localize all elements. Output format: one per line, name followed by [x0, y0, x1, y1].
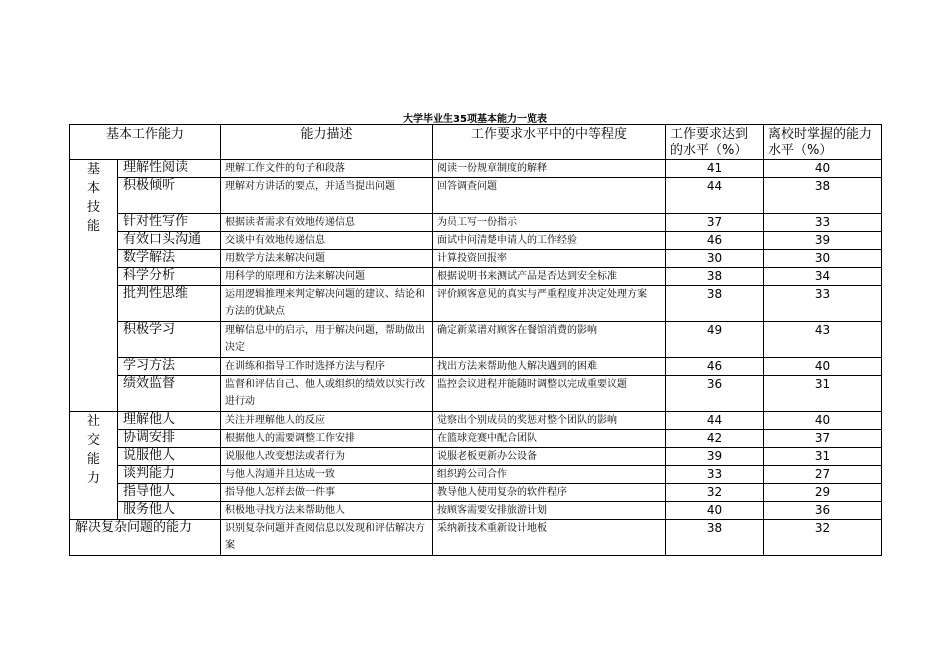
- graduate-value: 31: [764, 376, 882, 412]
- medium-example: 觉察出个别成员的奖惩对整个团队的影响: [433, 412, 666, 430]
- skill-name: 谈判能力: [118, 466, 221, 484]
- required-value: 44: [666, 178, 764, 214]
- graduate-value: 43: [764, 322, 882, 358]
- medium-example: 采纳新技术重新设计地板: [433, 520, 666, 556]
- header-description: 能力描述: [221, 125, 433, 160]
- required-value: 33: [666, 466, 764, 484]
- required-value: 36: [666, 376, 764, 412]
- header-medium-level: 工作要求水平中的中等程度: [433, 125, 666, 160]
- medium-example: 找出方法来帮助他人解决遇到的困难: [433, 358, 666, 376]
- required-value: 37: [666, 214, 764, 232]
- graduate-value: 34: [764, 268, 882, 286]
- medium-example: 组织跨公司合作: [433, 466, 666, 484]
- table-row: [70, 520, 882, 556]
- skill-name: 批判性思维: [118, 286, 221, 322]
- graduate-value: 38: [764, 178, 882, 214]
- skill-name: 积极学习: [118, 322, 221, 358]
- skill-name: 科学分析: [118, 268, 221, 286]
- medium-example: 回答调查问题: [433, 178, 666, 214]
- graduate-value: 27: [764, 466, 882, 484]
- table-row: [70, 466, 882, 484]
- required-value: 40: [666, 502, 764, 520]
- graduate-value: 32: [764, 520, 882, 556]
- category-char: 本: [86, 181, 100, 196]
- skill-name: 理解性阅读: [118, 160, 221, 178]
- required-value: 38: [666, 520, 764, 556]
- skill-description: 根据读者需求有效地传递信息: [221, 214, 433, 232]
- required-value: 44: [666, 412, 764, 430]
- graduate-value: 40: [764, 412, 882, 430]
- skill-description: 在训练和指导工作时选择方法与程序: [221, 358, 433, 376]
- skill-name: 服务他人: [118, 502, 221, 520]
- graduate-value: 31: [764, 448, 882, 466]
- header-required-level: 工作要求达到的水平（%）: [666, 125, 764, 160]
- graduate-value: 36: [764, 502, 882, 520]
- required-value: 46: [666, 232, 764, 250]
- table-row: [70, 376, 882, 412]
- table-row: [70, 412, 882, 430]
- header-graduate-level: 离校时掌握的能力水平（%）: [764, 125, 882, 160]
- table-row: [70, 448, 882, 466]
- skill-description: 运用逻辑推理来判定解决问题的建议、结论和方法的优缺点: [221, 286, 433, 322]
- category-char: 力: [86, 471, 100, 486]
- skill-description: 监督和评估自己、他人或组织的绩效以实行改进行动: [221, 376, 433, 412]
- required-value: 38: [666, 286, 764, 322]
- required-value: 46: [666, 358, 764, 376]
- skill-description: 说服他人改变想法或者行为: [221, 448, 433, 466]
- table-row: [70, 358, 882, 376]
- skill-name: 解决复杂问题的能力: [70, 520, 221, 556]
- skill-name: 说服他人: [118, 448, 221, 466]
- category-char: 基: [86, 162, 100, 177]
- category-char: 社: [86, 414, 100, 429]
- category-char: 能: [86, 219, 100, 234]
- graduate-value: 29: [764, 484, 882, 502]
- graduate-value: 39: [764, 232, 882, 250]
- medium-example: 阅读一份规章制度的解释: [433, 160, 666, 178]
- graduate-value: 33: [764, 286, 882, 322]
- skill-name: 针对性写作: [118, 214, 221, 232]
- skill-name: 有效口头沟通: [118, 232, 221, 250]
- skill-name: 协调安排: [118, 430, 221, 448]
- table-row: [70, 268, 882, 286]
- header-row: [70, 125, 882, 160]
- medium-example: 计算投资回报率: [433, 250, 666, 268]
- skill-description: 理解信息中的启示，用于解决问题，帮助做出决定: [221, 322, 433, 358]
- page-title: 大学毕业生35项基本能力一览表: [403, 114, 547, 125]
- skill-description: 指导他人怎样去做一件事: [221, 484, 433, 502]
- skill-description: 关注并理解他人的反应: [221, 412, 433, 430]
- medium-example: 监控会议进程并能随时调整以完成重要议题: [433, 376, 666, 412]
- table-row: [70, 232, 882, 250]
- table-row: [70, 322, 882, 358]
- table-row: [70, 430, 882, 448]
- medium-example: 根据说明书来测试产品是否达到安全标准: [433, 268, 666, 286]
- table-row: [70, 214, 882, 232]
- required-value: 39: [666, 448, 764, 466]
- category-cell: [70, 412, 118, 520]
- ability-table: [69, 124, 882, 556]
- medium-example: 面试中问清楚申请人的工作经验: [433, 232, 666, 250]
- skill-description: 交谈中有效地传递信息: [221, 232, 433, 250]
- skill-description: 理解对方讲话的要点，并适当提出问题: [221, 178, 433, 214]
- skill-description: 识别复杂问题并查阅信息以发现和评估解决方案: [221, 520, 433, 556]
- table-row: [70, 484, 882, 502]
- graduate-value: 37: [764, 430, 882, 448]
- table-row: [70, 178, 882, 214]
- required-value: 42: [666, 430, 764, 448]
- category-char: 能: [86, 452, 100, 467]
- skill-name: 绩效监督: [118, 376, 221, 412]
- category-char: 技: [86, 200, 100, 215]
- required-value: 30: [666, 250, 764, 268]
- skill-name: 积极倾听: [118, 178, 221, 214]
- graduate-value: 30: [764, 250, 882, 268]
- skill-description: 与他人沟通并且达成一致: [221, 466, 433, 484]
- table-row: [70, 250, 882, 268]
- table-row: [70, 286, 882, 322]
- category-cell: [70, 160, 118, 412]
- medium-example: 评价顾客意见的真实与严重程度并决定处理方案: [433, 286, 666, 322]
- skill-name: 学习方法: [118, 358, 221, 376]
- header-ability: 基本工作能力: [70, 125, 221, 160]
- skill-name: 数学解法: [118, 250, 221, 268]
- skill-name: 理解他人: [118, 412, 221, 430]
- medium-example: 说服老板更新办公设备: [433, 448, 666, 466]
- skill-description: 根据他人的需要调整工作安排: [221, 430, 433, 448]
- skill-description: 用科学的原理和方法来解决问题: [221, 268, 433, 286]
- graduate-value: 33: [764, 214, 882, 232]
- medium-example: 在篮球竞赛中配合团队: [433, 430, 666, 448]
- medium-example: 按顾客需要安排旅游计划: [433, 502, 666, 520]
- skill-description: 理解工作文件的句子和段落: [221, 160, 433, 178]
- table-row: [70, 160, 882, 178]
- table-row: [70, 502, 882, 520]
- skill-description: 用数学方法来解决问题: [221, 250, 433, 268]
- graduate-value: 40: [764, 358, 882, 376]
- skill-description: 积极地寻找方法来帮助他人: [221, 502, 433, 520]
- medium-example: 确定新菜谱对顾客在餐馆消费的影响: [433, 322, 666, 358]
- category-char: 交: [86, 433, 100, 448]
- required-value: 32: [666, 484, 764, 502]
- skill-name: 指导他人: [118, 484, 221, 502]
- medium-example: 教导他人使用复杂的软件程序: [433, 484, 666, 502]
- required-value: 41: [666, 160, 764, 178]
- graduate-value: 40: [764, 160, 882, 178]
- required-value: 49: [666, 322, 764, 358]
- required-value: 38: [666, 268, 764, 286]
- medium-example: 为员工写一份指示: [433, 214, 666, 232]
